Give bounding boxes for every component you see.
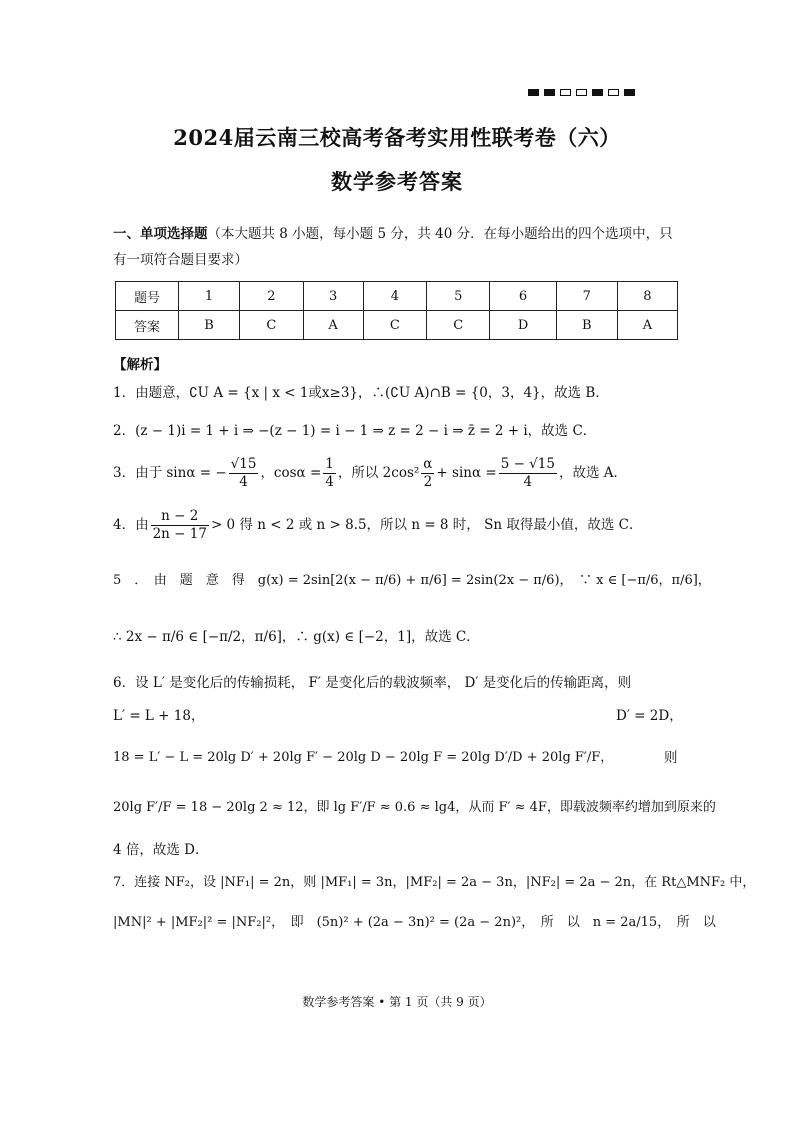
table-cell: C bbox=[240, 311, 303, 340]
table-cell: 2 bbox=[240, 282, 303, 311]
mark-filled bbox=[528, 89, 539, 96]
solution-3-text: 3．由于 sinα = − bbox=[113, 465, 227, 481]
solution-1: 1．由题意，∁U A = {x | x < 1或x≥3}，∴(∁U A)∩B = {0，3，4}，故选 B． bbox=[113, 385, 609, 401]
table-cell: 6 bbox=[490, 282, 556, 311]
section-desc-2: 有一项符合题目要求） bbox=[113, 252, 248, 268]
table-cell: 3 bbox=[303, 282, 363, 311]
solution-4 bbox=[113, 508, 642, 543]
numerator: √15 bbox=[230, 456, 257, 472]
mark-empty bbox=[608, 89, 619, 96]
table-cell: D bbox=[490, 311, 556, 340]
solution-7-line-1: 7．连接 NF₂，设 |NF₁| = 2n，则 |MF₁| = 3n，|MF₂| = 2a − 3n，|NF₂| = 2a − 2n，在 Rt△MNF₂ 中， bbox=[113, 875, 756, 890]
denominator: 2n − 17 bbox=[152, 526, 207, 542]
table-cell: 5 bbox=[427, 282, 490, 311]
solution-3-text: + sinα = bbox=[436, 465, 497, 481]
section-heading: 一、单项选择题 bbox=[113, 226, 208, 242]
solution-3-text: ，故选 A． bbox=[558, 465, 627, 481]
denominator: 4 bbox=[239, 474, 248, 490]
solution-6-line-5: 4 倍，故选 D． bbox=[113, 842, 209, 858]
table-row-label: 题号 bbox=[116, 282, 179, 311]
mark-empty bbox=[560, 89, 571, 96]
table-cell: 8 bbox=[617, 282, 677, 311]
table-row-label: 答案 bbox=[116, 311, 179, 340]
analysis-heading: 【解析】 bbox=[113, 357, 167, 373]
table-cell: 4 bbox=[363, 282, 426, 311]
fraction bbox=[421, 456, 434, 491]
mark-filled bbox=[544, 89, 555, 96]
mark-filled bbox=[624, 89, 635, 96]
numerator: α bbox=[423, 456, 433, 472]
solution-6-line-2b: D′ = 2D， bbox=[616, 708, 683, 724]
corner-marks bbox=[528, 89, 635, 96]
mark-filled bbox=[592, 89, 603, 96]
section-desc-1: （本大题共 8 小题，每小题 5 分，共 40 分．在每小题给出的四个选项中，只 bbox=[207, 226, 673, 242]
fraction bbox=[323, 456, 336, 491]
solution-5-line-2: ∴ 2x − π/6 ∈ [−π/2，π/6]，∴ g(x) ∈ [−2，1]，故选 C． bbox=[113, 629, 480, 645]
fraction bbox=[151, 508, 209, 543]
numerator: 1 bbox=[325, 456, 334, 472]
answer-table bbox=[115, 281, 678, 340]
answer-title: 数学参考答案 bbox=[331, 169, 463, 194]
table-cell: A bbox=[617, 311, 677, 340]
denominator: 2 bbox=[423, 474, 433, 490]
solution-6-line-4: 20lg F′/F = 18 − 20lg 2 ≈ 12，即 lg F′/F ≈ 0.6 ≈ lg4，从而 F′ ≈ 4F，即载波频率约增加到原来的 bbox=[113, 800, 716, 815]
fraction bbox=[499, 456, 557, 491]
solution-4-text: 4．由 bbox=[113, 517, 149, 533]
table-cell: B bbox=[179, 311, 240, 340]
exam-title: 2024届云南三校高考备考实用性联考卷（六） bbox=[173, 125, 621, 150]
mark-empty bbox=[576, 89, 587, 96]
table-cell: 7 bbox=[556, 282, 617, 311]
solution-6-line-1: 6．设 L′ 是变化后的传输损耗， F′ 是变化后的载波频率， D′ 是变化后的传输距离，则 bbox=[113, 675, 632, 691]
table-cell: B bbox=[556, 311, 617, 340]
section-intro bbox=[113, 224, 673, 244]
numerator: n − 2 bbox=[151, 508, 209, 526]
table-cell: 1 bbox=[179, 282, 240, 311]
denominator: 4 bbox=[523, 474, 533, 490]
solution-6-line-3b: 则 bbox=[664, 750, 678, 766]
fraction bbox=[229, 456, 259, 491]
solution-5-line-1: 5 ． 由 题 意 得 g(x) = 2sin[2(x − π/6) + π/6] = 2sin(2x − π/6)， ∵ x ∈ [−π/6，π/6]， bbox=[113, 573, 711, 588]
denominator: 4 bbox=[325, 474, 334, 490]
solution-6-line-2a: L′ = L + 18， bbox=[113, 708, 205, 724]
numerator: 5 − √15 bbox=[500, 456, 555, 472]
table-row bbox=[116, 311, 678, 340]
solution-7-line-2: |MN|² + |MF₂|² = |NF₂|²， 即 (5n)² + (2a − 3n)² = (2a − 2n)²， 所 以 n = 2a/15， 所 以 bbox=[113, 915, 716, 930]
solution-6-line-3: 18 = L′ − L = 20lg D′ + 20lg F′ − 20lg D − 20lg F = 20lg D′/D + 20lg F′/F， bbox=[113, 750, 614, 765]
solution-3-text: ，所以 2cos² bbox=[337, 465, 420, 481]
solution-2: 2．(z − 1)i = 1 + i ⇒ −(z − 1) = i − 1 ⇒ z = 2 − i ⇒ z̄ = 2 + i，故选 C． bbox=[113, 423, 597, 439]
page-footer: 数学参考答案 • 第 1 页（共 9 页） bbox=[302, 995, 492, 1009]
solution-4-text: > 0 得 n < 2 或 n > 8.5，所以 n = 8 时， Sn 取得最小值，故选 C． bbox=[210, 517, 643, 533]
table-row bbox=[116, 282, 678, 311]
solution-3 bbox=[113, 456, 627, 491]
table-cell: C bbox=[363, 311, 426, 340]
solution-3-text: ，cosα = bbox=[260, 465, 322, 481]
table-cell: C bbox=[427, 311, 490, 340]
table-cell: A bbox=[303, 311, 363, 340]
